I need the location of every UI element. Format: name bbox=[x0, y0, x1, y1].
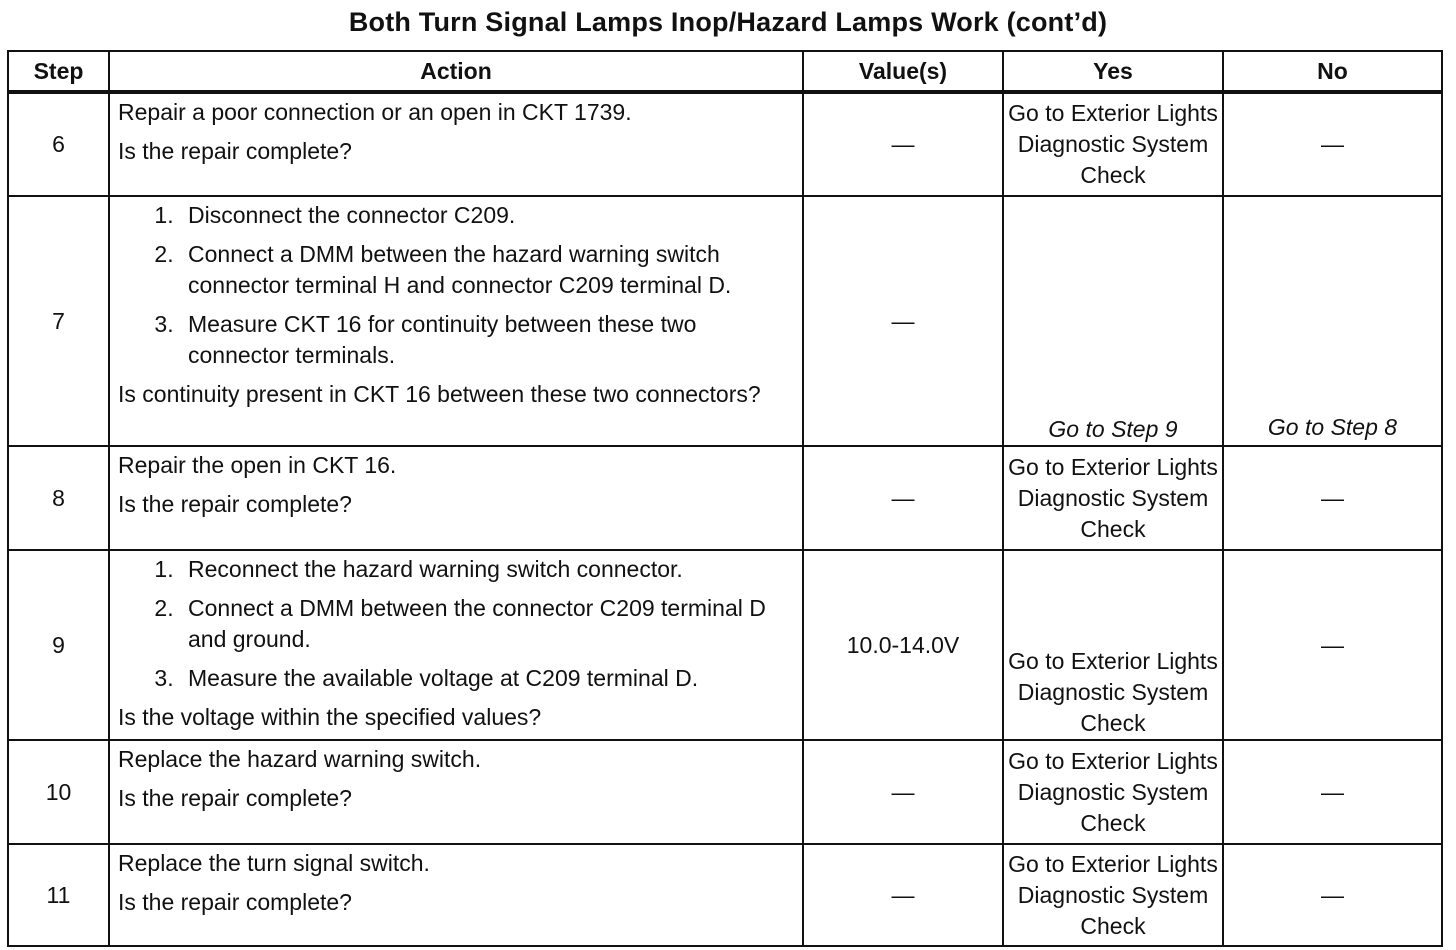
table-row bbox=[8, 844, 1442, 946]
step-number: 9 bbox=[8, 550, 109, 740]
step-number: 10 bbox=[8, 740, 109, 844]
action-cell bbox=[109, 446, 803, 550]
no-cell: — bbox=[1223, 740, 1442, 844]
page-title: Both Turn Signal Lamps Inop/Hazard Lamps Work (cont’d) bbox=[348, 7, 1108, 37]
table-row bbox=[8, 550, 1442, 740]
action-cell bbox=[109, 550, 803, 740]
no-cell: Go to Step 8 bbox=[1223, 196, 1442, 446]
value-cell: — bbox=[803, 740, 1003, 844]
action-list bbox=[118, 200, 796, 371]
action-item: 2. Connect a DMM between the hazard warning switch connector terminal H and connector C209 terminal D. bbox=[180, 239, 796, 301]
header-no: No bbox=[1223, 51, 1442, 92]
action-item: 1. Disconnect the connector C209. bbox=[180, 200, 796, 231]
step-number: 11 bbox=[8, 844, 109, 946]
value-cell: 10.0-14.0V bbox=[803, 550, 1003, 740]
action-question: Is the repair complete? bbox=[118, 491, 352, 517]
table-row bbox=[8, 446, 1442, 550]
action-text: Repair the open in CKT 16. bbox=[118, 452, 397, 478]
no-cell: — bbox=[1223, 844, 1442, 946]
action-question: Is the repair complete? bbox=[118, 889, 352, 915]
yes-cell: Go to Exterior Lights Diagnostic System Check bbox=[1003, 740, 1223, 844]
action-text: Repair a poor connection or an open in CKT 1739. bbox=[118, 99, 632, 125]
header-values: Value(s) bbox=[803, 51, 1003, 92]
action-text: Replace the hazard warning switch. bbox=[118, 746, 482, 772]
value-cell: — bbox=[803, 844, 1003, 946]
action-item: 3. Measure CKT 16 for continuity between these two connector terminals. bbox=[180, 309, 796, 371]
action-cell bbox=[109, 844, 803, 946]
step-number: 7 bbox=[8, 196, 109, 446]
diagnostic-table bbox=[7, 50, 1443, 947]
action-cell bbox=[109, 740, 803, 844]
no-cell: — bbox=[1223, 550, 1442, 740]
table-row bbox=[8, 92, 1442, 196]
yes-cell: Go to Exterior Lights Diagnostic System Check bbox=[1003, 844, 1223, 946]
table-row bbox=[8, 740, 1442, 844]
header-step: Step bbox=[8, 51, 109, 92]
yes-cell: Go to Step 9 bbox=[1003, 196, 1223, 446]
action-item: 3. Measure the available voltage at C209 terminal D. bbox=[180, 663, 796, 694]
action-text: Replace the turn signal switch. bbox=[118, 850, 430, 876]
step-number: 8 bbox=[8, 446, 109, 550]
action-question: Is the repair complete? bbox=[118, 785, 352, 811]
no-cell: — bbox=[1223, 92, 1442, 196]
action-item: 2. Connect a DMM between the connector C209 terminal D and ground. bbox=[180, 593, 796, 655]
yes-cell: Go to Exterior Lights Diagnostic System Check bbox=[1003, 550, 1223, 740]
yes-cell: Go to Exterior Lights Diagnostic System Check bbox=[1003, 92, 1223, 196]
yes-cell: Go to Exterior Lights Diagnostic System Check bbox=[1003, 446, 1223, 550]
action-list bbox=[118, 554, 796, 694]
action-question: Is the voltage within the specified values? bbox=[118, 704, 542, 730]
action-question: Is continuity present in CKT 16 between these two connectors? bbox=[118, 381, 761, 407]
step-number: 6 bbox=[8, 92, 109, 196]
no-cell: — bbox=[1223, 446, 1442, 550]
header-action: Action bbox=[109, 51, 803, 92]
value-cell: — bbox=[803, 196, 1003, 446]
action-item: 1. Reconnect the hazard warning switch connector. bbox=[180, 554, 796, 585]
value-cell: — bbox=[803, 446, 1003, 550]
action-cell bbox=[109, 196, 803, 446]
table-header-row bbox=[8, 51, 1442, 92]
value-cell: — bbox=[803, 92, 1003, 196]
table-row bbox=[8, 196, 1442, 446]
header-yes: Yes bbox=[1003, 51, 1223, 92]
action-cell bbox=[109, 92, 803, 196]
action-question: Is the repair complete? bbox=[118, 138, 352, 164]
